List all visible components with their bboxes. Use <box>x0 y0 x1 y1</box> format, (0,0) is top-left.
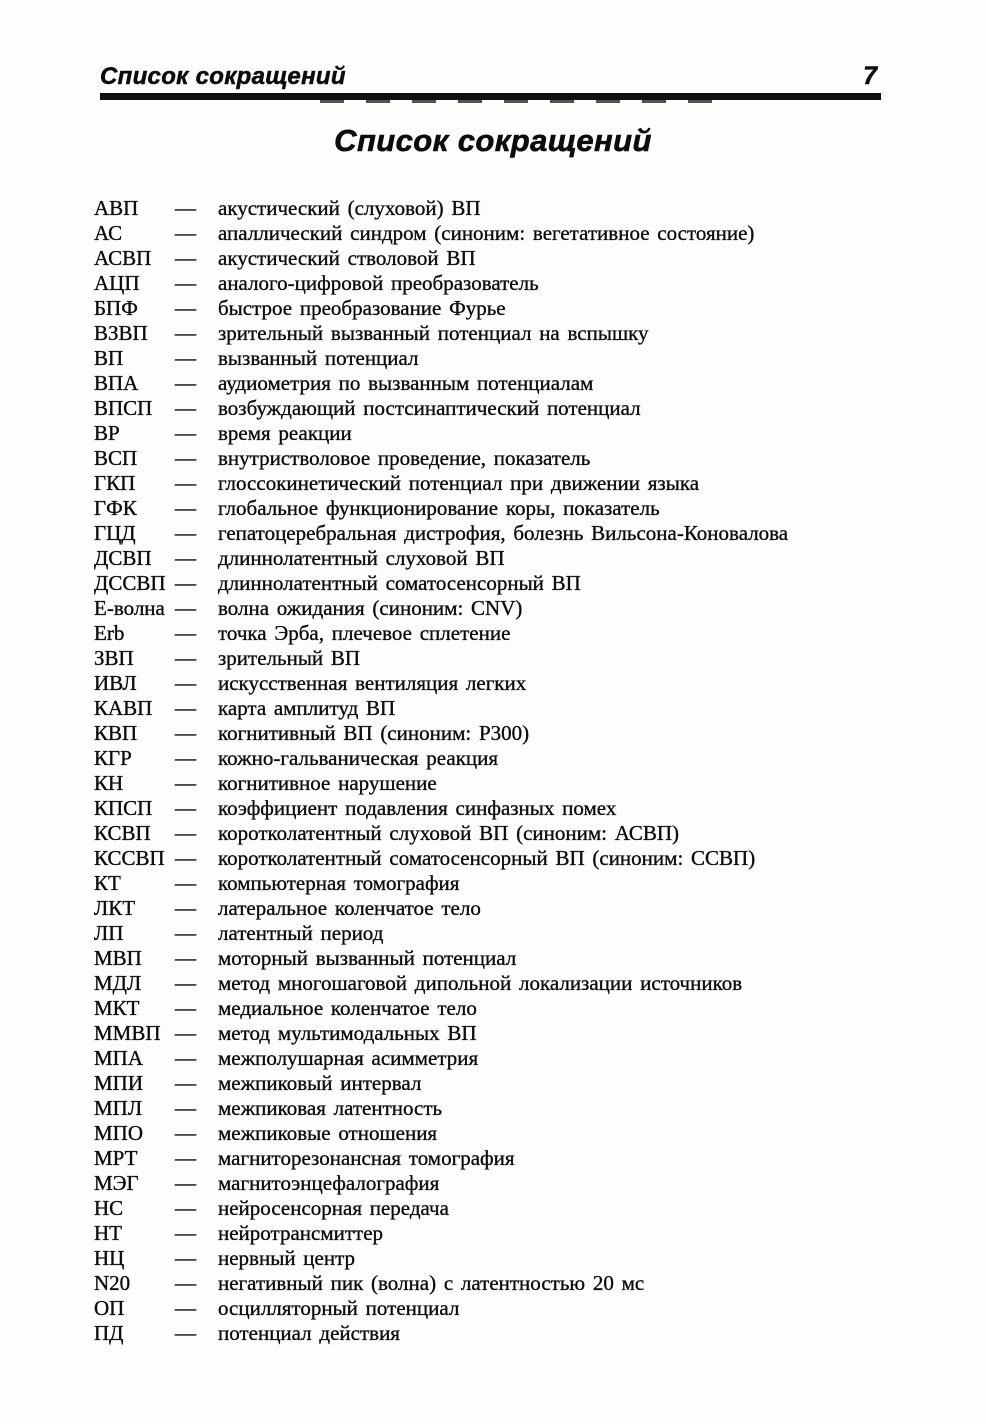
abbreviation-term: МПИ <box>94 1071 144 1095</box>
abbreviation-definition: магнитоэнцефалография <box>218 1171 440 1195</box>
abbreviation-term: КГР <box>94 746 132 770</box>
dash-separator: — <box>175 421 196 445</box>
abbreviation-definition: внутристволовое проведение, показатель <box>218 446 591 470</box>
dash-separator: — <box>175 846 196 870</box>
abbreviation-definition: нейротрансмиттер <box>218 1221 384 1245</box>
dash-separator: — <box>175 1246 196 1270</box>
abbreviation-row <box>94 921 904 946</box>
abbreviation-term: АСВП <box>94 246 152 270</box>
abbreviation-term: НЦ <box>94 1246 125 1270</box>
dash-separator: — <box>175 1171 196 1195</box>
abbreviation-row <box>94 1096 904 1121</box>
dash-separator: — <box>175 796 196 820</box>
abbreviation-row <box>94 321 904 346</box>
abbreviation-row <box>94 1271 904 1296</box>
abbreviation-term: КТ <box>94 871 121 895</box>
dash-separator: — <box>175 1196 196 1220</box>
dash-separator: — <box>175 1221 196 1245</box>
abbreviation-definition: нейросенсорная передача <box>218 1196 449 1220</box>
abbreviation-definition: межпиковый интервал <box>218 1071 422 1095</box>
abbreviation-definition: зрительный ВП <box>218 646 361 670</box>
abbreviation-row <box>94 571 904 596</box>
abbreviation-definition: моторный вызванный потенциал <box>218 946 517 970</box>
abbreviation-definition: межпиковые отношения <box>218 1121 438 1145</box>
abbreviation-term: ВПСП <box>94 396 153 420</box>
abbreviation-term: ММВП <box>94 1021 161 1045</box>
abbreviation-definition: осцилляторный потенциал <box>218 1296 460 1320</box>
page-title: Список сокращений <box>334 123 652 158</box>
dash-separator: — <box>175 521 196 545</box>
abbreviation-row <box>94 846 904 871</box>
page-number: 7 <box>863 62 877 90</box>
abbreviation-term: ДССВП <box>94 571 166 595</box>
abbreviation-definition: глоссокинетический потенциал при движении языка <box>218 471 700 495</box>
dash-separator: — <box>175 321 196 345</box>
abbreviation-row <box>94 1171 904 1196</box>
abbreviation-definition: нервный центр <box>218 1246 356 1270</box>
abbreviation-definition: акустический стволовой ВП <box>218 246 476 270</box>
abbreviation-term: Erb <box>94 621 125 645</box>
dash-separator: — <box>175 246 196 270</box>
abbreviation-term: МПО <box>94 1121 144 1145</box>
dash-separator: — <box>175 1321 196 1345</box>
abbreviation-definition: негативный пик (волна) с латентностью 20 мс <box>218 1271 645 1295</box>
abbreviation-term: МВП <box>94 946 142 970</box>
dash-separator: — <box>175 196 196 220</box>
abbreviation-term: Е-волна <box>94 596 165 620</box>
abbreviation-term: НС <box>94 1196 124 1220</box>
abbreviation-term: МЭГ <box>94 1171 139 1195</box>
abbreviation-term: ИВЛ <box>94 671 137 695</box>
abbreviation-row <box>94 1146 904 1171</box>
dash-separator: — <box>175 621 196 645</box>
abbreviation-row <box>94 246 904 271</box>
abbreviation-row <box>94 721 904 746</box>
abbreviation-term: МПА <box>94 1046 144 1070</box>
abbreviation-term: ВР <box>94 421 120 445</box>
abbreviation-definition: коротколатентный слуховой ВП (синоним: АСВП) <box>218 821 680 845</box>
abbreviation-row <box>94 871 904 896</box>
abbreviation-definition: аудиометрия по вызванным потенциалам <box>218 371 594 395</box>
abbreviation-row <box>94 371 904 396</box>
abbreviation-term: ВСП <box>94 446 138 470</box>
abbreviation-term: АВП <box>94 196 139 220</box>
abbreviation-term: ГКП <box>94 471 136 495</box>
abbreviation-row <box>94 1071 904 1096</box>
abbreviation-term: АЦП <box>94 271 140 295</box>
abbreviation-row <box>94 996 904 1021</box>
abbreviation-term: ЛКТ <box>94 896 136 920</box>
abbreviation-row <box>94 221 904 246</box>
abbreviation-definition: когнитивный ВП (синоним: P300) <box>218 721 530 745</box>
dash-separator: — <box>175 1271 196 1295</box>
abbreviation-term: КН <box>94 771 124 795</box>
abbreviation-row <box>94 496 904 521</box>
abbreviation-row <box>94 1046 904 1071</box>
abbreviation-row <box>94 671 904 696</box>
dash-separator: — <box>175 1096 196 1120</box>
abbreviation-row <box>94 1221 904 1246</box>
abbreviation-definition: кожно-гальваническая реакция <box>218 746 499 770</box>
dash-separator: — <box>175 946 196 970</box>
dash-separator: — <box>175 296 196 320</box>
abbreviation-definition: компьютерная томография <box>218 871 460 895</box>
abbreviation-term: ВЗВП <box>94 321 148 345</box>
dash-separator: — <box>175 871 196 895</box>
abbreviation-row <box>94 196 904 221</box>
abbreviation-row <box>94 946 904 971</box>
abbreviation-term: ПД <box>94 1321 124 1345</box>
dash-separator: — <box>175 1046 196 1070</box>
abbreviation-row <box>94 646 904 671</box>
abbreviation-definition: метод многошаговой дипольной локализации источников <box>218 971 743 995</box>
abbreviation-term: АС <box>94 221 123 245</box>
abbreviation-definition: быстрое преобразование Фурье <box>218 296 506 320</box>
dash-separator: — <box>175 721 196 745</box>
abbreviation-term: МДЛ <box>94 971 142 995</box>
abbreviation-definition: гепатоцеребральная дистрофия, болезнь Вильсона-Коновалова <box>218 521 789 545</box>
abbreviation-definition: искусственная вентиляция легких <box>218 671 527 695</box>
dash-separator: — <box>175 771 196 795</box>
abbreviation-row <box>94 746 904 771</box>
dash-separator: — <box>175 896 196 920</box>
abbreviation-term: МРТ <box>94 1146 138 1170</box>
abbreviation-row <box>94 1021 904 1046</box>
abbreviation-definition: апаллический синдром (синоним: вегетативное состояние) <box>218 221 755 245</box>
abbreviation-term: КВП <box>94 721 138 745</box>
abbreviation-definition: коротколатентный соматосенсорный ВП (синоним: ССВП) <box>218 846 756 870</box>
abbreviation-definition: потенциал действия <box>218 1321 400 1345</box>
abbreviation-term: МКТ <box>94 996 140 1020</box>
abbreviation-term: ГЦД <box>94 521 136 545</box>
dash-separator: — <box>175 671 196 695</box>
abbreviation-definition: латеральное коленчатое тело <box>218 896 481 920</box>
abbreviation-term: ОП <box>94 1296 125 1320</box>
dash-separator: — <box>175 221 196 245</box>
abbreviation-list <box>94 196 904 1346</box>
abbreviation-term: ВП <box>94 346 124 370</box>
dash-separator: — <box>175 371 196 395</box>
abbreviation-term: КССВП <box>94 846 165 870</box>
abbreviation-row <box>94 446 904 471</box>
dash-separator: — <box>175 821 196 845</box>
abbreviation-row <box>94 521 904 546</box>
abbreviation-row <box>94 296 904 321</box>
dash-separator: — <box>175 971 196 995</box>
abbreviation-row <box>94 1321 904 1346</box>
abbreviation-definition: медиальное коленчатое тело <box>218 996 477 1020</box>
abbreviation-row <box>94 271 904 296</box>
abbreviation-term: ЛП <box>94 921 124 945</box>
dash-separator: — <box>175 1146 196 1170</box>
abbreviation-term: N20 <box>94 1271 131 1295</box>
abbreviation-row <box>94 771 904 796</box>
dash-separator: — <box>175 746 196 770</box>
abbreviation-row <box>94 821 904 846</box>
abbreviation-term: КПСП <box>94 796 153 820</box>
dash-separator: — <box>175 921 196 945</box>
running-title: Список сокращений <box>100 63 346 90</box>
dash-separator: — <box>175 396 196 420</box>
abbreviation-definition: коэффициент подавления синфазных помех <box>218 796 617 820</box>
abbreviation-term: МПЛ <box>94 1096 143 1120</box>
abbreviation-row <box>94 971 904 996</box>
dash-separator: — <box>175 496 196 520</box>
dash-separator: — <box>175 271 196 295</box>
abbreviation-row <box>94 896 904 921</box>
abbreviation-definition: метод мультимодальных ВП <box>218 1021 477 1045</box>
abbreviation-definition: магниторезонансная томография <box>218 1146 515 1170</box>
abbreviation-definition: зрительный вызванный потенциал на вспышку <box>218 321 649 345</box>
abbreviation-definition: волна ожидания (синоним: CNV) <box>218 596 523 620</box>
abbreviation-row <box>94 1246 904 1271</box>
dash-separator: — <box>175 346 196 370</box>
abbreviation-row <box>94 1296 904 1321</box>
abbreviation-row <box>94 1196 904 1221</box>
abbreviation-term: ДСВП <box>94 546 152 570</box>
header-rule <box>100 93 881 100</box>
dash-separator: — <box>175 1021 196 1045</box>
abbreviation-row <box>94 696 904 721</box>
abbreviation-term: ГФК <box>94 496 137 520</box>
abbreviation-definition: акустический (слуховой) ВП <box>218 196 481 220</box>
abbreviation-row <box>94 471 904 496</box>
abbreviation-term: ВПА <box>94 371 139 395</box>
dash-separator: — <box>175 996 196 1020</box>
abbreviation-term: КСВП <box>94 821 151 845</box>
abbreviation-row <box>94 421 904 446</box>
dash-separator: — <box>175 1121 196 1145</box>
abbreviation-definition: возбуждающий постсинаптический потенциал <box>218 396 641 420</box>
dash-separator: — <box>175 471 196 495</box>
abbreviation-row <box>94 621 904 646</box>
dash-separator: — <box>175 1071 196 1095</box>
abbreviation-definition: аналого-цифровой преобразователь <box>218 271 539 295</box>
dash-separator: — <box>175 646 196 670</box>
abbreviation-term: ЗВП <box>94 646 134 670</box>
abbreviation-definition: когнитивное нарушение <box>218 771 437 795</box>
abbreviation-definition: карта амплитуд ВП <box>218 696 396 720</box>
abbreviation-row <box>94 546 904 571</box>
page-header <box>100 62 881 91</box>
abbreviation-definition: длиннолатентный слуховой ВП <box>218 546 505 570</box>
abbreviation-definition: длиннолатентный соматосенсорный ВП <box>218 571 581 595</box>
header-rule-scan-artifact <box>320 100 720 103</box>
dash-separator: — <box>175 446 196 470</box>
abbreviation-definition: вызванный потенциал <box>218 346 419 370</box>
dash-separator: — <box>175 571 196 595</box>
abbreviation-definition: латентный период <box>218 921 384 945</box>
abbreviation-definition: межполушарная асимметрия <box>218 1046 479 1070</box>
abbreviation-term: БПФ <box>94 296 138 320</box>
dash-separator: — <box>175 596 196 620</box>
abbreviation-row <box>94 346 904 371</box>
abbreviation-row <box>94 596 904 621</box>
dash-separator: — <box>175 1296 196 1320</box>
dash-separator: — <box>175 546 196 570</box>
abbreviation-row <box>94 796 904 821</box>
abbreviation-row <box>94 1121 904 1146</box>
abbreviation-row <box>94 396 904 421</box>
abbreviation-definition: точка Эрба, плечевое сплетение <box>218 621 511 645</box>
abbreviation-term: НТ <box>94 1221 122 1245</box>
abbreviation-definition: глобальное функционирование коры, показатель <box>218 496 660 520</box>
abbreviation-definition: межпиковая латентность <box>218 1096 443 1120</box>
dash-separator: — <box>175 696 196 720</box>
abbreviation-definition: время реакции <box>218 421 352 445</box>
abbreviation-term: КАВП <box>94 696 153 720</box>
